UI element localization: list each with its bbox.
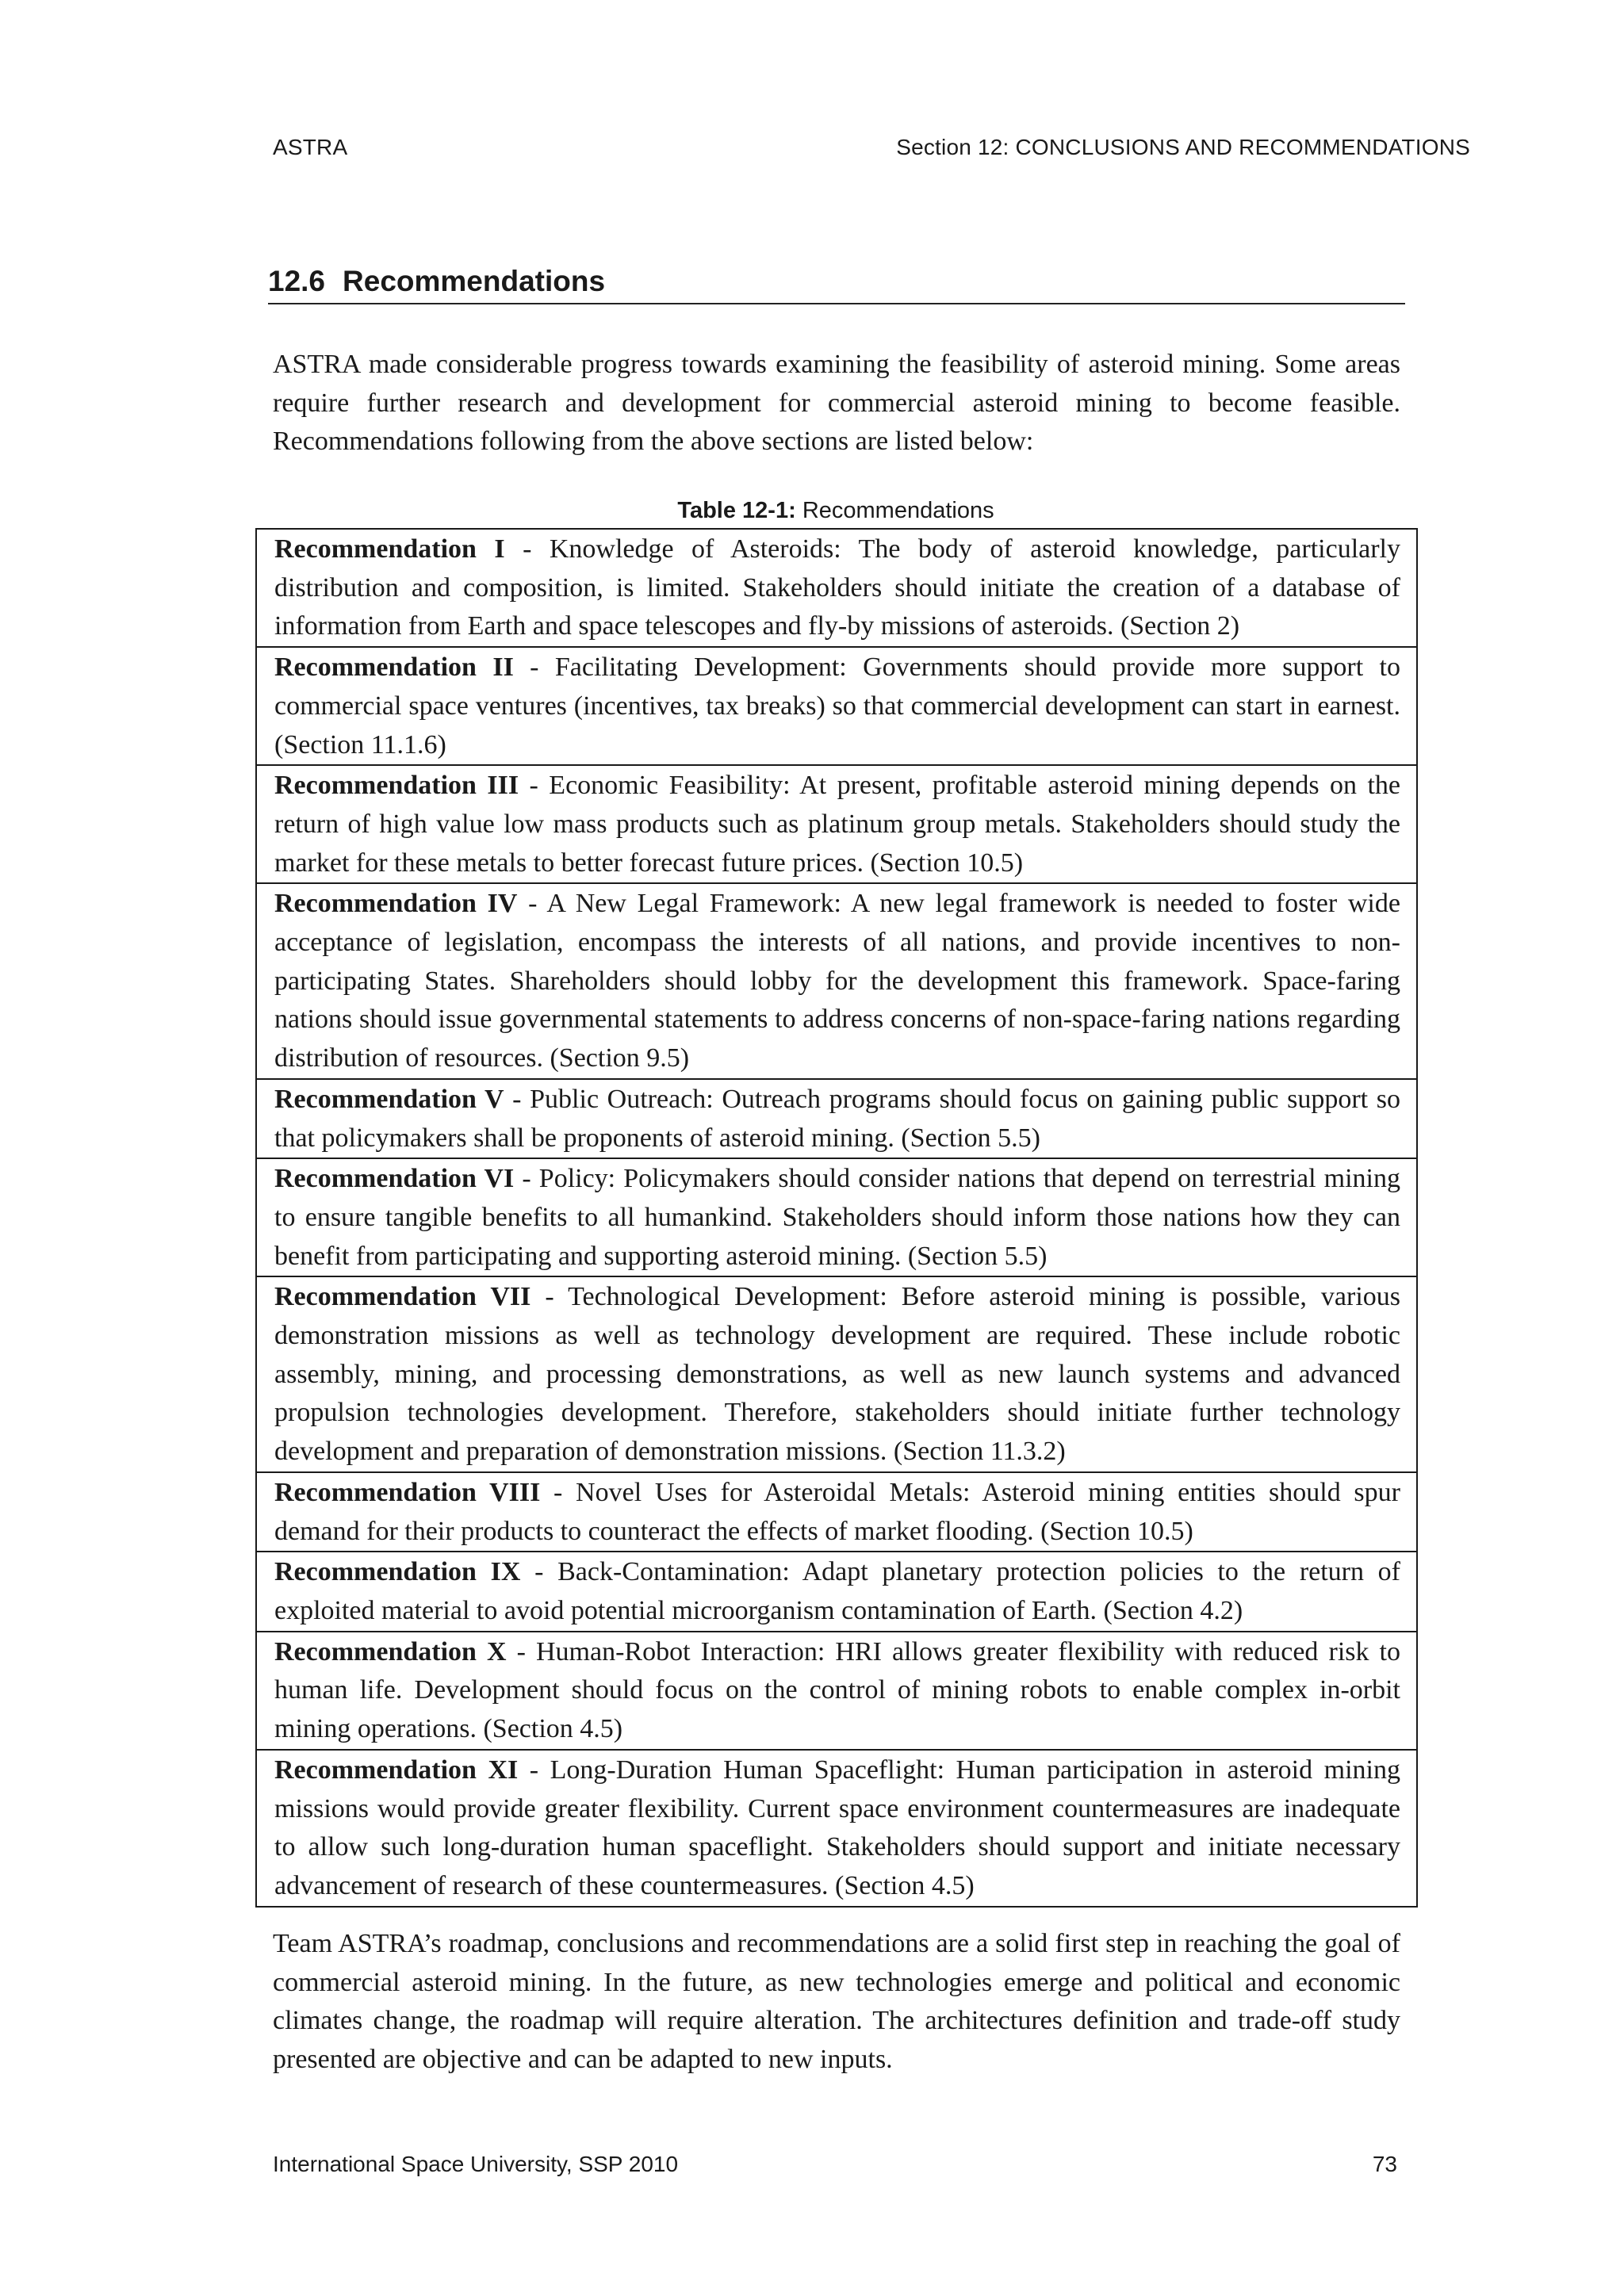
recommendation-text: - Technological Development: Before asteroid mining is possible, various demonstration missions as well as technology development are required. These include robotic assembly, mining, and processing demonstrations, as well as new launch systems and advanced propulsion technologies development. Therefore, stakeholders should initiate further technology development and preparation of demonstration missions. (Section 11.3.2)	[274, 1282, 1400, 1467]
table-row	[257, 1078, 1416, 1158]
recommendation-label: Recommendation X	[274, 1636, 507, 1667]
table-row	[257, 1158, 1416, 1276]
recommendation-text: - Back-Contamination: Adapt planetary protection policies to the return of exploited material to avoid potential microorganism contamination of Earth. (Section 4.2)	[274, 1557, 1400, 1625]
recommendation-label: Recommendation IX	[274, 1557, 521, 1587]
table-row	[257, 1749, 1416, 1906]
recommendation-text: - Policy: Policymakers should consider nations that depend on terrestrial mining to ensure tangible benefits to all humankind. Stakeholders should inform those nations how they can benefit from participating and supporting asteroid mining. (Section 5.5)	[274, 1164, 1400, 1271]
table-row	[257, 530, 1416, 646]
section-number: 12.6	[268, 265, 326, 297]
recommendation-text: - Facilitating Development: Governments should provide more support to commercial space ventures (incentives, tax breaks) so that commercial development can start in earnest. (Section 11.1.6)	[274, 652, 1400, 760]
recommendation-label: Recommendation I	[274, 534, 505, 564]
table-caption-text: Recommendations	[802, 498, 994, 523]
section-heading	[268, 265, 1405, 304]
table-row	[257, 1471, 1416, 1551]
recommendation-text: - Knowledge of Asteroids: The body of asteroid knowledge, particularly distribution and composition, is limited. Stakeholders should initiate the creation of a database of information from Earth and space telescopes and fly-by missions of asteroids. (Section 2)	[274, 534, 1400, 641]
recommendation-text: - Long-Duration Human Spaceflight: Human participation in asteroid mining missions would provide greater flexibility. Current space environment countermeasures are inadequate to allow such long-duration human spaceflight. Stakeholders should support and initiate necessary advancement of research of these countermeasures. (Section 4.5)	[274, 1755, 1400, 1900]
recommendation-label: Recommendation V	[274, 1084, 504, 1114]
table-row	[257, 646, 1416, 764]
recommendation-label: Recommendation VIII	[274, 1477, 541, 1507]
recommendation-label: Recommendation II	[274, 652, 514, 683]
section-title: Recommendations	[343, 265, 606, 297]
recommendation-label: Recommendation XI	[274, 1755, 519, 1785]
header-right: Section 12: CONCLUSIONS AND RECOMMENDATIONS	[896, 135, 1470, 159]
header-left: ASTRA	[273, 135, 348, 159]
table-caption-label: Table 12-1:	[677, 498, 796, 523]
table-row	[257, 1276, 1416, 1471]
recommendation-label: Recommendation III	[274, 771, 519, 801]
recommendation-label: Recommendation IV	[274, 889, 518, 919]
intro-paragraph: ASTRA made considerable progress towards examining the feasibility of asteroid mining. Some areas require further research and development for commercial asteroid mining to become feasible. Recommendations following from the above sections are listed below:	[273, 350, 1400, 456]
recommendation-text: - Economic Feasibility: At present, profitable asteroid mining depends on the return of high value low mass products such as platinum group metals. Stakeholders should study the market for these metals to better forecast future prices. (Section 10.5)	[274, 771, 1400, 878]
recommendation-label: Recommendation VII	[274, 1282, 531, 1312]
table-row	[257, 764, 1416, 882]
recommendation-label: Recommendation VI	[274, 1164, 515, 1194]
recommendation-text: - Novel Uses for Asteroidal Metals: Asteroid mining entities should spur demand for their products to counteract the effects of market flooding. (Section 10.5)	[274, 1477, 1400, 1546]
table-row	[257, 1551, 1416, 1630]
recommendation-text: - A New Legal Framework: A new legal framework is needed to foster wide acceptance of legislation, encompass the interests of all nations, and provide incentives to non-participating States. Shareholders should lobby for the development this framework. Space-faring nations should issue governmental statements to address concerns of non-space-faring nations regarding distribution of resources. (Section 9.5)	[274, 889, 1400, 1073]
recommendation-text: - Human-Robot Interaction: HRI allows greater flexibility with reduced risk to human life. Development should focus on the control of mining robots to enable complex in-orbit mining operations. (Section 4.5)	[274, 1636, 1400, 1744]
table-row	[257, 882, 1416, 1078]
page-number: 73	[1372, 2152, 1397, 2176]
running-header	[273, 135, 1470, 160]
table-row	[257, 1631, 1416, 1749]
table-caption	[255, 498, 1416, 524]
recommendation-text: - Public Outreach: Outreach programs should focus on gaining public support so that policymakers shall be proponents of asteroid mining. (Section 5.5)	[274, 1084, 1400, 1153]
recommendations-table	[255, 528, 1418, 1908]
running-footer	[273, 2152, 1397, 2177]
footer-left: International Space University, SSP 2010	[273, 2152, 679, 2176]
conclusion-paragraph: Team ASTRA’s roadmap, conclusions and recommendations are a solid first step in reaching the goal of commercial asteroid mining. In the future, as new technologies emerge and political and economic climates change, the roadmap will require alteration. The architectures definition and trade-off study presented are objective and can be adapted to new inputs.	[273, 1929, 1400, 2074]
